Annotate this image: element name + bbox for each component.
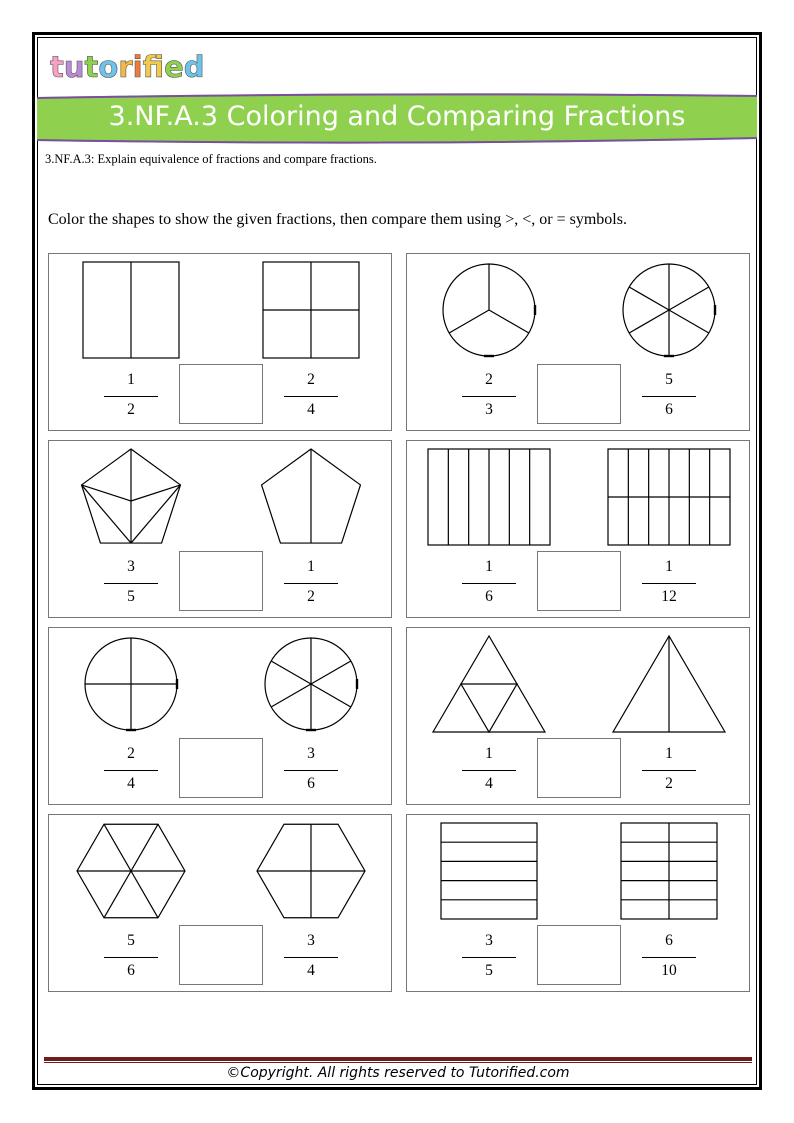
rectangle-fifths-shape[interactable] [427,819,551,923]
circle-quarters-shape[interactable] [69,632,193,736]
rectangle-halves-shape[interactable] [69,258,193,362]
logo-letter: t [50,50,64,84]
fraction-bar [462,583,516,584]
denominator: 3 [485,401,493,418]
problem-card [48,627,392,805]
circle-thirds-shape[interactable] [427,258,551,362]
fraction-bar [284,957,338,958]
numerator: 2 [127,745,135,762]
denominator: 12 [661,588,677,605]
fraction-bar [462,957,516,958]
fraction-bar [104,957,158,958]
logo-letter: r [118,50,133,84]
problem-card [48,253,392,431]
denominator: 6 [127,962,135,979]
fraction-bar [642,957,696,958]
instructions: Color the shapes to show the given fractions, then compare them using >, <, or = symbols. [48,211,627,228]
rectangle-twelfths-shape[interactable] [607,445,731,549]
problem-card [406,627,750,805]
logo-letter: u [63,50,85,84]
problem-card [406,814,750,992]
fraction-bar [642,770,696,771]
tutorified-logo [50,48,205,86]
comparison-answer-box[interactable] [537,738,621,798]
numerator: 3 [485,932,493,949]
numerator: 1 [665,558,673,575]
logo-letter: t [84,50,99,84]
denominator: 6 [665,401,673,418]
numerator: 2 [307,371,315,388]
denominator: 2 [307,588,315,605]
denominator: 4 [127,775,135,792]
numerator: 3 [127,558,135,575]
square-quarters-shape[interactable] [249,258,373,362]
logo-letter: f [142,50,165,84]
problem-card [406,253,750,431]
comparison-answer-box[interactable] [179,925,263,985]
fraction-bar [284,583,338,584]
hexagon-sixths-shape[interactable] [69,819,193,923]
comparison-answer-box[interactable] [179,364,263,424]
fraction-bar [642,583,696,584]
fraction-bar [462,396,516,397]
comparison-answer-box[interactable] [179,738,263,798]
numerator: 5 [127,932,135,949]
comparison-answer-box[interactable] [537,925,621,985]
comparison-answer-box[interactable] [537,551,621,611]
numerator: 1 [127,371,135,388]
denominator: 5 [127,588,135,605]
problem-card [406,440,750,618]
fraction-bar [642,396,696,397]
numerator: 5 [665,371,673,388]
rectangle-tenths-shape[interactable] [607,819,731,923]
circle-sixths-shape[interactable] [249,632,373,736]
footer-rule-thin [44,1062,752,1063]
comparison-answer-box[interactable] [179,551,263,611]
denominator: 6 [307,775,315,792]
fraction-bar [104,583,158,584]
denominator: 4 [307,962,315,979]
pentagon-halves-shape[interactable] [249,445,373,549]
numerator: 1 [485,558,493,575]
circle-sixths-shape[interactable] [607,258,731,362]
logo-letter: e [164,50,184,84]
denominator: 2 [665,775,673,792]
footer-rule [44,1057,752,1061]
pentagon-fifths-shape[interactable] [69,445,193,549]
numerator: 3 [307,932,315,949]
problem-card [48,440,392,618]
fraction-bar [104,770,158,771]
numerator: 1 [665,745,673,762]
fraction-bar [284,770,338,771]
numerator: 6 [665,932,673,949]
denominator: 10 [661,962,677,979]
fraction-bar [462,770,516,771]
denominator: 6 [485,588,493,605]
triangle-halves-shape[interactable] [607,632,731,736]
standard-description: 3.NF.A.3: Explain equivalence of fractions and compare fractions. [45,152,377,166]
copyright-footer: ©Copyright. All rights reserved to Tutorified.com [226,1065,570,1081]
fraction-bar [104,396,158,397]
fraction-bar [284,396,338,397]
hexagon-quarters-shape[interactable] [249,819,373,923]
triangle-quarters-shape[interactable] [427,632,551,736]
numerator: 1 [307,558,315,575]
comparison-answer-box[interactable] [537,364,621,424]
logo-letter: d [183,50,205,84]
denominator: 5 [485,962,493,979]
logo-letter: i [132,50,143,84]
page-title: 3.NF.A.3 Coloring and Comparing Fractions [108,101,686,132]
logo-letter: o [98,50,119,84]
denominator: 4 [485,775,493,792]
numerator: 2 [485,371,493,388]
problem-card [48,814,392,992]
denominator: 4 [307,401,315,418]
numerator: 1 [485,745,493,762]
rectangle-sixths-shape[interactable] [427,445,551,549]
numerator: 3 [307,745,315,762]
denominator: 2 [127,401,135,418]
